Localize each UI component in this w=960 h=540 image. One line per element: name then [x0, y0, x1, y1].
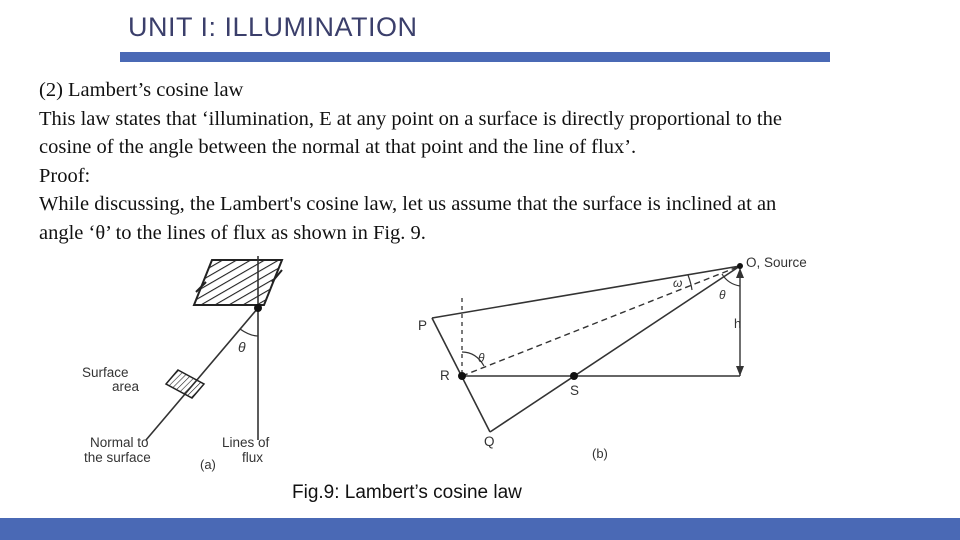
- h-label: h: [734, 316, 742, 331]
- s-label: S: [570, 383, 580, 398]
- hatched-plane: [194, 260, 282, 305]
- theta-label-a: θ: [238, 339, 246, 355]
- r-label: R: [440, 368, 450, 383]
- line-o-p: [432, 266, 740, 318]
- theta-label-top: θ: [719, 288, 726, 302]
- slide-title: UNIT I: ILLUMINATION: [128, 12, 418, 42]
- law-statement-line-1: This law states that ‘illumination, E at any point on a surface is directly proportional to the: [39, 107, 782, 130]
- incidence-point: [254, 304, 262, 312]
- figure-b: [418, 255, 807, 461]
- omega-label: ω: [673, 276, 683, 290]
- normal-label-2: the surface: [84, 450, 151, 465]
- p-label: P: [418, 318, 428, 333]
- lines-of-flux-label-2: flux: [242, 450, 264, 465]
- figure-b-tag: (b): [592, 446, 608, 461]
- figure-a: [82, 256, 282, 472]
- proof-line-1: While discussing, the Lambert's cosine law, let us assume that the surface is inclined at an: [39, 193, 777, 215]
- law-statement-line-2: cosine of the angle between the normal at that point and the line of flux’.: [39, 136, 637, 158]
- theta-arc-a: [240, 329, 258, 336]
- source-label: O, Source: [746, 255, 807, 270]
- normal-label-1: Normal to: [90, 435, 149, 450]
- footer-bar: [0, 518, 960, 540]
- point-s: [570, 372, 578, 380]
- q-label: Q: [484, 434, 495, 449]
- figure-caption: Fig.9: Lambert’s cosine law: [292, 482, 522, 503]
- line-r-o-dashed: [462, 266, 740, 376]
- proof-heading: Proof:: [39, 164, 91, 187]
- omega-arc: [688, 275, 692, 290]
- normal-line-inclined: [146, 308, 258, 440]
- point-source-o: [737, 263, 743, 269]
- figure-a-tag: (a): [200, 457, 216, 472]
- point-r: [458, 372, 466, 380]
- height-arrow-bottom: [736, 366, 744, 376]
- surface-label: Surface: [82, 365, 129, 380]
- area-label: area: [112, 379, 140, 394]
- line-q-o: [490, 266, 740, 432]
- proof-line-2: angle ‘θ’ to the lines of flux as shown in Fig. 9.: [39, 221, 426, 244]
- theta-label-r: θ: [478, 351, 485, 365]
- height-arrow-top: [736, 268, 744, 278]
- section-heading: (2) Lambert’s cosine law: [39, 79, 244, 101]
- lines-of-flux-label-1: Lines of: [222, 435, 270, 450]
- surface-area-patch: [166, 370, 204, 398]
